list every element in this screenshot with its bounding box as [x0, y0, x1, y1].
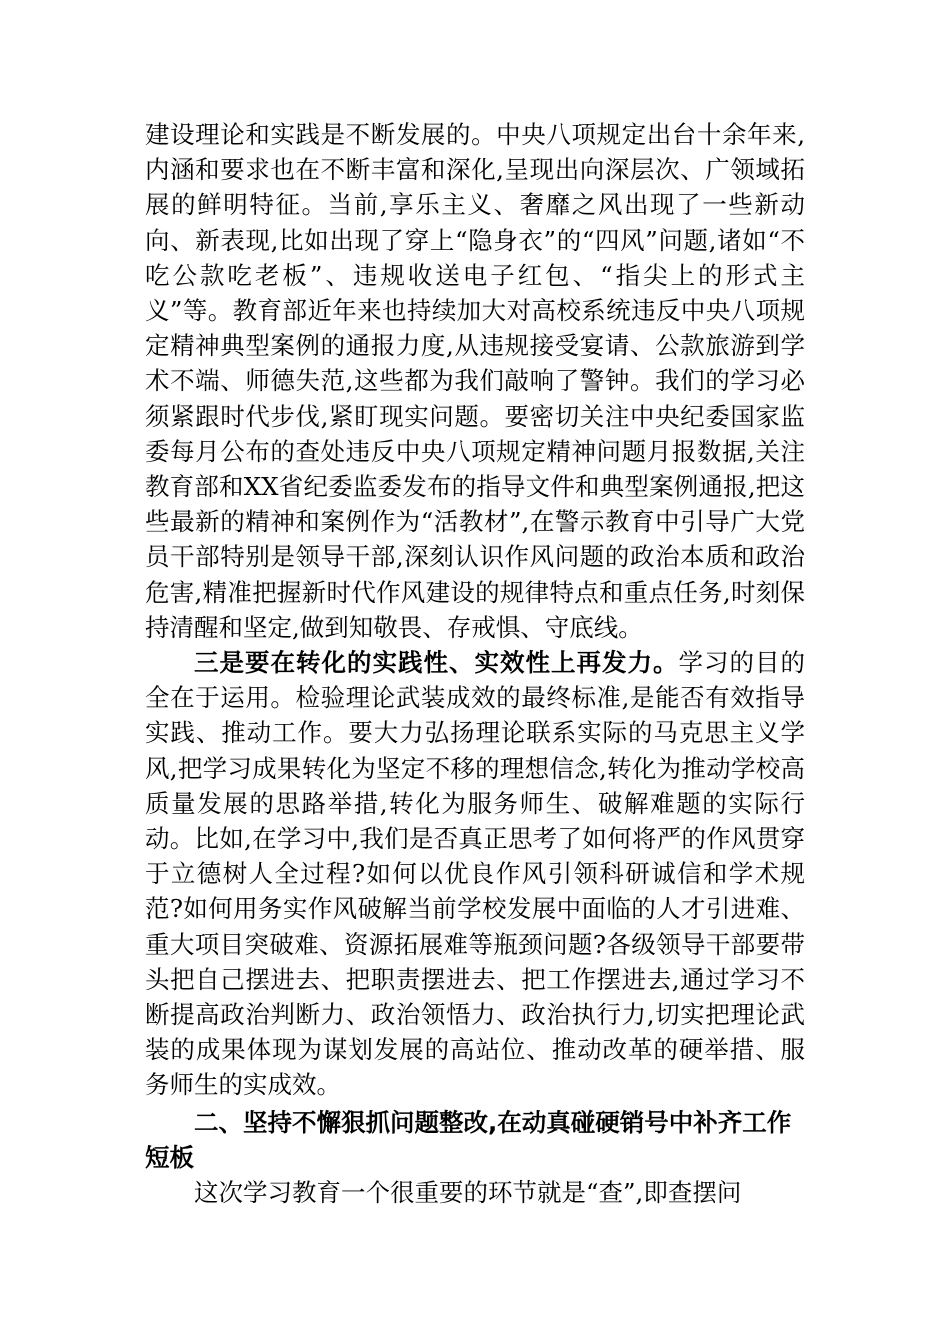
paragraph-body-text: 学习的目的全在于运用。检验理论武装成效的最终标准,是能否有效指导实践、推动工作。要大力弘扬理论联系实际的马克思主义学风,把学习成果转化为坚定不移的理想信念,转化为推动学校高质量发展的思路举措,转化为服务师生、破解难题的实际行动。比如,在学习中,我们是否真正思考了如何将严的作风贯穿于立德树人全过程?如何以优良作风引领科研诚信和学术规范?如何用务实作风破解当前学校发展中面临的人才引进难、重大项目突破难、资源拓展难等瓶颈问题?各级领导干部要带头把自己摆进去、把职责摆进去、把工作摆进去,通过学习不断提高政治判断力、政治领悟力、政治执行力,切实把理论武装的成果体现为谋划发展的高站位、推动改革的硬举措、服务师生的实成效。	[145, 648, 805, 1100]
body-paragraph-2	[145, 645, 805, 1103]
body-paragraph-3: 这次学习教育一个很重要的环节就是“查”,即查摆问	[194, 1178, 742, 1208]
document-page	[145, 117, 805, 1210]
section-heading: 二、坚持不懈狠抓问题整改,在动真碰硬销号中补齐工作短板	[145, 1107, 792, 1172]
paragraph-lead-sentence: 三是要在转化的实践性、实效性上再发力。	[194, 648, 679, 678]
body-paragraph-1: 建设理论和实践是不断发展的。中央八项规定出台十余年来,内涵和要求也在不断丰富和深化,呈现出向深层次、广领域拓展的鲜明特征。当前,享乐主义、奢靡之风出现了一些新动向、新表现,比如出现了穿上“隐身衣”的“四风”问题,诸如“不吃公款吃老板”、违规收送电子红包、“指尖上的形式主义”等。教育部近年来也持续加大对高校系统违反中央八项规定精神典型案例的通报力度,从违规接受宴请、公款旅游到学术不端、师德失范,这些都为我们敲响了警钟。我们的学习必须紧跟时代步伐,紧盯现实问题。要密切关注中央纪委国家监委每月公布的查处违反中央八项规定精神问题月报数据,关注教育部和XX省纪委监委发布的指导文件和典型案例通报,把这些最新的精神和案例作为“活教材”,在警示教育中引导广大党员干部特别是领导干部,深刻认识作风问题的政治本质和政治危害,精准把握新时代作风建设的规律特点和重点任务,时刻保持清醒和坚定,做到知敬畏、存戒惧、守底线。	[145, 120, 805, 642]
